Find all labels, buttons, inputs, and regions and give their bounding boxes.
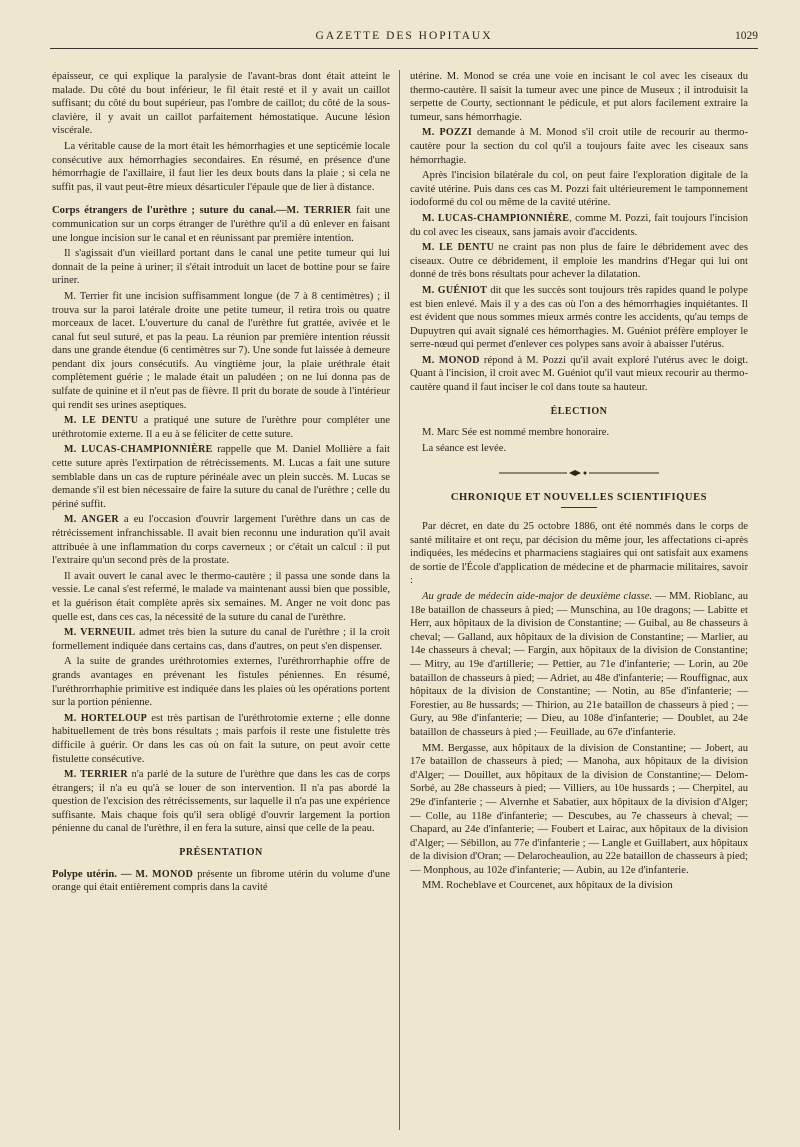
paragraph: MM. Rocheblave et Courcenet, aux hôpitaux de la division [422, 880, 673, 892]
header-rule [50, 48, 758, 49]
speaker-name: M. ANGER [64, 514, 119, 526]
paragraph [52, 712, 390, 766]
page-header [50, 30, 758, 52]
paragraph-text: est très partisan de l'uréthrotomie externe ; elle donne habituellement de très bons résultats ; mais parfois il reste une fistulette très difficile à guérir. Or dans les cas où on fait la suture, on peut avoir cette fistulette consécutive. [52, 712, 391, 765]
section-paragraph [52, 204, 390, 245]
presentation-heading: PRÉSENTATION [179, 847, 263, 859]
heading-underline [561, 507, 597, 508]
speaker-name: M. LUCAS-CHAMPIONNIÈRE [64, 444, 213, 456]
journal-title: GAZETTE DES HOPITAUX [315, 30, 493, 42]
speaker-name: M. POZZI [422, 127, 473, 139]
paragraph [52, 513, 390, 567]
speaker-name: M. MONOD [422, 354, 480, 366]
page-number: 1029 [735, 30, 758, 42]
paragraph [410, 284, 748, 352]
paragraph-text: n'a parlé de la suture de l'urèthre que dans les cas de corps étrangers; il n'a eu qu'à se louer de son intervention. Il n'a pas abordé la question de l'excision des rétrécissements, sur laquelle il n'a pas une expérience suffisante. Mais chaque fois qu'il sera obligé d'ouvrir largement la portion pénienne du canal de l'urèthre, il en fera la suture, ainsi que celle de la peau. [52, 769, 390, 835]
paragraph: Par décret, en date du 25 octobre 1886, ont été nommés dans le corps de santé militaire et ont reçu, par décision du même jour, les affectations ci-après indiquées, les médecins et pharmaciens stagiaires qui ont satisfait aux examens de sortie de l'École d'application de médecine et de pharmacie militaires, savoir : [410, 521, 748, 587]
paragraph: MM. Bergasse, aux hôpitaux de la division de Constantine; — Jobert, au 17e bataillon de chasseurs à pied; — Manoha, aux hôpitaux de la division d'Alger; — Douillet, aux hôpitaux de la division de Constantine;— Delom-Sorbé, au 28e chasseurs à pied; — Villiers, au 10e hussards ; — Cherpitel, au 29e d'infanterie ; — Alvernhe et Sabatier, aux hôpitaux de la division d'Alger; — Colle, au 118e d'infanterie; — Descubes, au 7e chasseurs à cheval; — Chapard, au 24e d'infanterie; — Foubert et Lairac, aux hôpitaux de la division d'Alger; — Sébillon, au 77e d'infanterie ; — Langle et Guillabert, aux hôpitaux de la division d'Oran; — Delarocheaulion, au 22e bataillon de chasseurs à pied; — Monphous, au 102e d'infanterie; — Aubin, au 12e d'infanterie. [410, 742, 748, 876]
paragraph-text: a pratiqué une suture de l'urèthre pour compléter une uréthrotomie externe. Il a eu à se féliciter de cette suture. [52, 415, 390, 440]
paragraph [52, 414, 390, 441]
paragraph: M. Marc Sée est nommé membre honoraire. [422, 427, 610, 439]
paragraph-text: répond à M. Pozzi qu'il avait exploré l'utérus avec le doigt. Quant à l'incision, il croit avec M. Guéniot qu'il vaut mieux recourir au thermo-cautère quand il faut inciser le col dans toute sa hauteur. [410, 354, 748, 394]
speaker-name: M. MONOD [135, 868, 194, 880]
paragraph-text: demande à M. Monod s'il croit utile de recourir au thermo-cautère pour la section du col qu'il a toujours faite avec les ciseaux sans hémorrhagie. [410, 127, 748, 166]
speaker-name: M. VERNEUIL [64, 627, 136, 639]
speaker-name: M. GUÉNIOT [422, 284, 488, 296]
paragraph [52, 768, 390, 836]
left-column [52, 70, 390, 897]
paragraph-text: présente un fibrome utérin du volume d'une orange qui était entièrement compris dans la cavité [52, 868, 391, 894]
paragraph-text: ne craint pas non plus de faire le débridement avec des ciseaux. Outre ce débridement, il emploie les mandrins d'Hegar qui lui ont donné de très bons résultats pour achever la dilatation. [410, 242, 748, 281]
paragraph: M. Terrier fit une incision suffisamment longue (de 7 à 8 centimètres) ; il trouva sur la paroi latérale droite une petite tumeur, il retira trois ou quatre morceaux de lacet. L'ouverture du canal de l'urèthre fut grattée, avivée et le canal fut seul suturé, et pas la peau. La réunion par première intention réussit dans une grande étendue (6 centimètres sur 7). Une sonde fut laissée à demeure pendant dix jours consécutifs. Au vingtième jour, la plaie uréthrale était complètement guérie ; le malade était un paludéen ; on ne lui donna pas de sulfate de quinine et il n'eut pas de fièvre. Il prit du borate de soude à l'intérieur qui rendit ses urines aseptiques. [52, 290, 390, 411]
ornament-divider-icon [499, 469, 659, 477]
paragraph-text: , comme M. Pozzi, fait toujours l'incision du col avec les ciseaux, sans jamais avoir d'accidents. [410, 212, 748, 238]
italic-lead: Au grade de médecin aide-major de deuxième classe. [422, 591, 653, 602]
speaker-name: M. LE DENTU [64, 415, 139, 427]
chronique-heading: CHRONIQUE ET NOUVELLES SCIENTIFIQUES [450, 492, 708, 504]
paragraph: Il s'agissait d'un vieillard portant dans le canal une petite tumeur qui lui donnait de la peine à uriner; il s'était introduit un lacet de bottine pour se faire uriner. [52, 248, 390, 287]
paragraph [410, 241, 748, 282]
section-title: Corps étrangers de l'urèthre ; suture du canal.— [52, 205, 287, 217]
paragraph [410, 590, 748, 740]
speaker-name: M. LE DENTU [422, 242, 495, 254]
paragraph [410, 212, 748, 239]
ornament-divider [499, 469, 659, 477]
speaker-name: M. TERRIER [64, 769, 128, 781]
section-paragraph [52, 868, 390, 895]
speaker-name: M. TERRIER [286, 205, 352, 217]
paragraph: utérine. M. Monod se créa une voie en incisant le col avec les ciseaux du thermo-cautère. Il saisit la tumeur avec une pince de Museux ; il introduisit la serpette de Courty, sectionnant le pédicule, et put alors facilement extraire la tumeur, sans hémorrhagie. [410, 71, 748, 123]
paragraph-text: rappelle que M. Daniel Mollière a fait cette suture après l'extirpation de rétrécissements. M. Lucas a fait une suture semblable dans un cas de rupture périnéale avec un plein succès. M. Lucas se demande s'il est bien nécessaire de faire la suture du canal de l'urèthre ; celle du périné suffit. [52, 444, 390, 510]
right-column [410, 70, 748, 895]
paragraph: La séance est levée. [422, 442, 507, 454]
paragraph-text: — MM. Rioblanc, au 18e bataillon de chasseurs à pied; — Munschina, au 10e dragons; — Labitte et Herr, aux hôpitaux de la division de Constantine; — Guibal, au 8e chasseurs à cheval; — Galland, aux hôpitaux de la division de Constantine; — Marlier, au 14e chasseurs à cheval; — Fargin, aux hôpitaux de la division de Constantine; — Mitry, au 19e d'artillerie; — Pettier, au 71e d'infanterie; — Lorin, au 20e bataillon de chasseurs à pied; — Adriet, au 48e d'infanterie; — Rouffignac, aux hôpitaux de la division de Constantine; — Notin, au 85e d'infanterie; — Forestier, au 8e hussards; — Thirion, au 21e bataillon de chasseurs à pied ; — Gury, au 98e d'infanterie; — Dieu, au 108e d'infanterie; — Doublet, au 24e bataillon de chasseurs à pied ;— Feuillade, au 67e d'infanterie. [410, 591, 748, 738]
speaker-name: M. LUCAS-CHAMPIONNIÈRE [422, 212, 570, 224]
paragraph: La véritable cause de la mort était les hémorrhagies et une septicémie locale consécutive aux hémorrhagies secondaires. En résumé, en présence d'une hémorrhagie de l'axillaire, il faut lier les deux bouts dans la plaie ; si cela ne suffit pas, il vaut peut-être mieux désarticuler l'épaule que de lier à distance. [52, 140, 390, 193]
paragraph: épaisseur, ce qui explique la paralysie de l'avant-bras dont était atteint le malade. Du côté du bout inférieur, le fil était resté et il y avait un caillot suffisant; du côté du bout supérieur, pas l'ombre de caillot; du côté de la sous-clavière, il y avait un caillot parfaitement hémostatique. Aucune lésion viscérale. [52, 71, 390, 137]
paragraph: Après l'incision bilatérale du col, on peut faire l'exploration digitale de la cavité utérine. Puis dans ces cas M. Pozzi fait ultérieurement le tamponnement iodoformé du col ou même de la cavité utérine. [410, 170, 748, 209]
paragraph-text: fait une communication sur un corps étranger de l'urèthre qu'il a dû enlever en faisant une longue incision sur le canal et en réunissant par première intention. [52, 205, 390, 244]
paragraph: Il avait ouvert le canal avec le thermo-cautère ; il passa une sonde dans la vessie. Le canal s'est refermé, le malade va maintenant aussi bien que possible, et la guérison était complète après six semaines. M. Anger ne voit donc pas quelle est, dans ces cas, la nécessité de la suture du canal de l'urèthre. [52, 570, 390, 623]
paragraph-text: admet très bien la suture du canal de l'urèthre ; il la croit formellement indiquée dans certains cas, dans d'autres, on peut s'en dispenser. [52, 627, 390, 652]
paragraph [52, 626, 390, 653]
paragraph-text: dit que les succès sont toujours très rapides quand le polype est bien enlevé. Mais il y a des cas où l'on a des hémorrhagies inquiétantes. Il est évident que nous sommes mieux armés contre les accidents, qu'au temps de Dupuytren qui avait signalé ces hémorrhagies. M. Guéniot préfère employer le serre-nœud qui permet d'enlever ces polypes sans avoir à abaisser l'utérus. [410, 284, 749, 351]
paragraph [52, 443, 390, 511]
speaker-name: M. HORTELOUP [64, 712, 148, 724]
paragraph-text: a eu l'occasion d'ouvrir largement l'urèthre dans un cas de rétrécissement infranchissable. Il avait bien reconnu une induration qu'il avait attribuée à une inflammation du corps caverneux ; or c'était un calcul : il put l'extraire qu'un second près de la prostate. [52, 514, 390, 567]
paragraph [410, 354, 748, 395]
paragraph [410, 126, 748, 167]
election-heading: ÉLECTION [550, 405, 608, 417]
column-divider [399, 70, 400, 1130]
paragraph: A la suite de grandes uréthrotomies externes, l'uréthrorrhaphie offre de grands avantages en prévenant les fistules péniennes. En résumé, l'uréthrorrhaphie primitive est indiquée dans les plaies où les opérations portent sur la portion pénienne. [52, 656, 390, 709]
section-title: Polype utérin. — [52, 868, 132, 880]
